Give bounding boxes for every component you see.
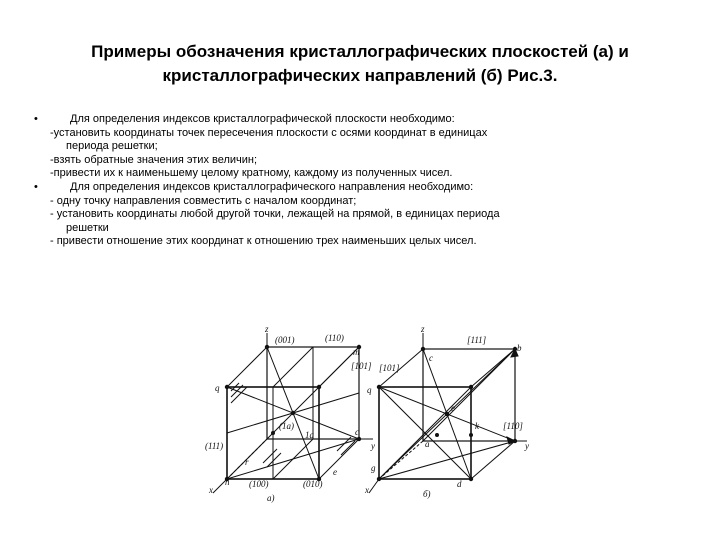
step-text: -привести их к наименьшему целому кратному, каждому из полученных чисел. [50, 167, 453, 180]
label-x-b: x [365, 485, 369, 495]
crystal-figure [205, 325, 535, 510]
bullet-item-direction [34, 180, 688, 195]
label-m: m [353, 347, 360, 357]
label-b: b [517, 343, 522, 353]
slide-body [34, 113, 688, 249]
label-r: r [245, 457, 249, 467]
step-text-cont: решетки [66, 221, 109, 234]
label-c: c [355, 427, 359, 437]
step-text: -взять обратные значения этих величин; [50, 153, 258, 166]
label-111-dir: [111] [467, 335, 487, 345]
caption-a: а) [267, 493, 275, 503]
label-n: n [225, 477, 230, 487]
bullet-text-direction: Для определения индексов кристаллографического направления необходимо: [70, 180, 474, 193]
step-text: - привести отношение этих координат к отношению трех наименьших целых чисел. [50, 235, 477, 248]
label-110-dir: [110] [503, 421, 523, 431]
label-k: k [475, 421, 479, 431]
label-1a-2: 1a [305, 430, 314, 440]
label-1a: (1a) [279, 421, 294, 431]
step-text: -установить координаты точек пересечения плоскости с осями координат в единицах [50, 126, 488, 139]
bullet-text-plane: Для определения индексов кристаллографической плоскости необходимо: [70, 113, 455, 125]
label-100: (100) [249, 479, 269, 489]
label-001: (001) [275, 335, 295, 345]
bullet-item-plane [34, 113, 688, 127]
step-text: - установить координаты любой другой точки, лежащей на прямой, в единицах периода [50, 208, 500, 221]
title-line-1: Примеры обозначения кристаллографических плоскостей (а) и [91, 42, 629, 61]
label-a: a [425, 439, 430, 449]
label-111: (111) [205, 441, 224, 451]
slide-title [20, 40, 700, 88]
step-text-cont: периода решетки; [66, 140, 158, 153]
label-110: (110) [325, 333, 344, 343]
label-c-b: c [429, 353, 433, 363]
step-text: - одну точку направления совместить с началом координат; [50, 194, 357, 207]
label-x: x [209, 485, 213, 495]
label-z-b: z [421, 325, 425, 334]
label-101-dir-b: [101] [379, 363, 400, 373]
label-q-b: q [367, 385, 372, 395]
bullet-icon: • [34, 180, 38, 193]
label-z: z [265, 325, 269, 334]
title-line-2: кристаллографических направлений (б) Рис.3. [162, 66, 558, 85]
label-g: g [371, 463, 376, 473]
label-e: e [333, 467, 337, 477]
label-010: (010) [303, 479, 323, 489]
label-e-b: e [451, 403, 455, 413]
bullet-icon: • [34, 113, 38, 125]
label-q: q [215, 383, 220, 393]
label-101-dir: [101] [351, 361, 372, 371]
label-d: d [457, 479, 462, 489]
caption-b: б) [423, 489, 431, 499]
label-y: y [371, 441, 375, 451]
label-y-b: y [525, 441, 529, 451]
